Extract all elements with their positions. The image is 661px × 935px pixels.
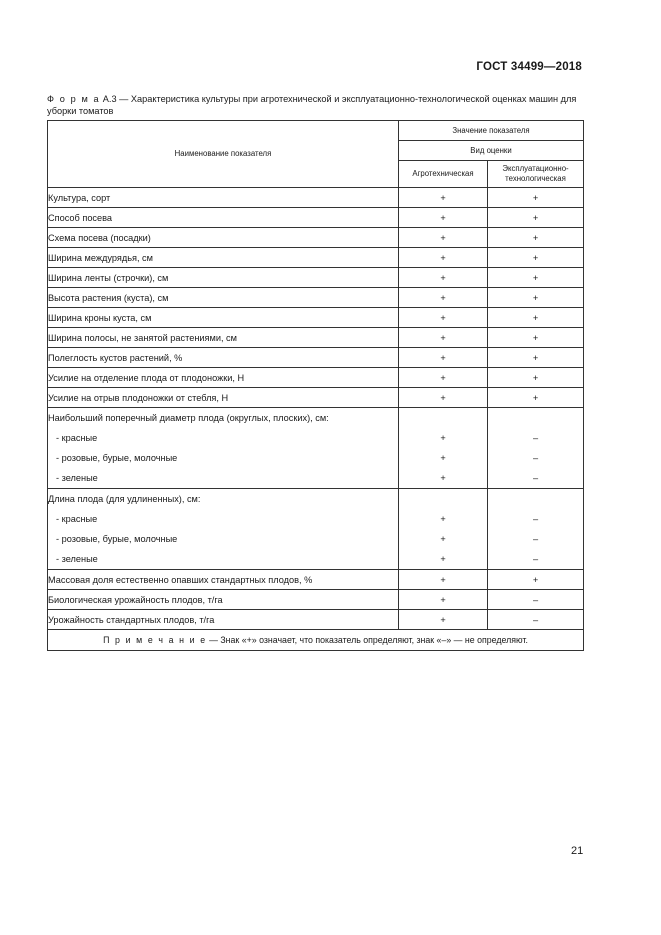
characteristics-table: [47, 120, 584, 651]
page-number: 21: [571, 845, 584, 857]
header-indicator-value: Значение показателя: [399, 121, 584, 141]
group-diameter-title: Наибольший поперечный диаметр плода (округлых, плоских), см:: [48, 413, 329, 423]
group-item-name: - розовые, бурые, молочные: [56, 534, 178, 544]
row-agro-mark: +: [399, 288, 488, 308]
group-item-agro: +: [440, 534, 446, 544]
group-diameter-agro: [399, 408, 488, 489]
table-row: [48, 590, 584, 610]
row-name: Культура, сорт: [48, 188, 399, 208]
row-name: Усилие на отрыв плодоножки от стебля, Н: [48, 388, 399, 408]
group-item-name: - розовые, бурые, молочные: [56, 453, 178, 463]
group-item-expl: –: [532, 473, 539, 483]
table-row: [48, 188, 584, 208]
row-agro-mark: +: [399, 570, 488, 590]
table-row-group-length: [48, 489, 584, 570]
group-item-name: - зеленые: [56, 554, 98, 564]
group-item-name: - зеленые: [56, 473, 98, 483]
row-expl-mark: +: [488, 308, 584, 328]
row-name: Ширина кроны куста, см: [48, 308, 399, 328]
row-agro-mark: +: [399, 348, 488, 368]
row-expl-mark: +: [488, 228, 584, 248]
row-agro-mark: +: [399, 308, 488, 328]
group-item-name: - красные: [56, 433, 98, 443]
table-row: [48, 288, 584, 308]
row-expl-mark: +: [488, 208, 584, 228]
row-name: Усилие на отделение плода от плодоножки, Н: [48, 368, 399, 388]
table-row: [48, 388, 584, 408]
header-operational-line1: Эксплуатационно-: [502, 164, 569, 173]
row-name: Схема посева (посадки): [48, 228, 399, 248]
group-spacer: [399, 489, 487, 509]
header-operational-line2: технологическая: [505, 174, 566, 183]
table-row: [48, 248, 584, 268]
row-expl-mark: +: [488, 388, 584, 408]
group-length-expl: [488, 489, 584, 570]
note-lead: П р и м е ч а н и е: [103, 635, 207, 645]
row-name: Ширина полосы, не занятой растениями, см: [48, 328, 399, 348]
row-agro-mark: +: [399, 248, 488, 268]
group-diameter-names: [48, 408, 399, 489]
group-item-expl: –: [532, 534, 539, 544]
header-assessment-kind: Вид оценки: [399, 141, 584, 161]
group-spacer: [488, 489, 583, 509]
row-agro-mark: +: [399, 368, 488, 388]
caption-lead: Ф о р м а: [47, 94, 101, 104]
table-row: [48, 208, 584, 228]
row-expl-mark: +: [488, 188, 584, 208]
row-agro-mark: +: [399, 208, 488, 228]
table-row: [48, 308, 584, 328]
row-expl-mark: +: [488, 268, 584, 288]
table-note: [48, 630, 584, 651]
row-agro-mark: +: [399, 268, 488, 288]
table-body: [48, 188, 584, 651]
row-name: Биологическая урожайность плодов, т/га: [48, 590, 399, 610]
row-expl-mark: +: [488, 328, 584, 348]
row-expl-mark: +: [488, 368, 584, 388]
row-expl-mark: –: [488, 610, 584, 630]
table-row: [48, 268, 584, 288]
row-expl-mark: +: [488, 288, 584, 308]
group-item-name: - красные: [56, 514, 98, 524]
group-item-agro: +: [440, 433, 446, 443]
group-item-agro: +: [440, 514, 446, 524]
row-name: Ширина ленты (строчки), см: [48, 268, 399, 288]
group-item-expl: –: [532, 554, 539, 564]
group-diameter-expl: [488, 408, 584, 489]
header-indicator-name: Наименование показателя: [48, 121, 399, 188]
header-agrotechnical: Агротехническая: [399, 161, 488, 188]
row-agro-mark: +: [399, 590, 488, 610]
row-agro-mark: +: [399, 228, 488, 248]
row-name: Высота растения (куста), см: [48, 288, 399, 308]
row-name: Ширина междурядья, см: [48, 248, 399, 268]
group-item-expl: –: [532, 453, 539, 463]
row-expl-mark: +: [488, 248, 584, 268]
table-row: [48, 228, 584, 248]
note-text: — Знак «+» означает, что показатель определяют, знак «–» — не определяют.: [206, 635, 528, 645]
row-agro-mark: +: [399, 388, 488, 408]
row-expl-mark: +: [488, 348, 584, 368]
group-item-agro: +: [440, 453, 446, 463]
table-caption: [47, 93, 587, 117]
table-row: [48, 348, 584, 368]
table-row: [48, 328, 584, 348]
caption-text: А.3 — Характеристика культуры при агротехнической и эксплуатационно-технологической оценках машин для уборки томатов: [47, 94, 577, 116]
group-length-title: Длина плода (для удлиненных), см:: [48, 494, 201, 504]
header-operational: [488, 161, 584, 188]
row-name: Массовая доля естественно опавших стандартных плодов, %: [48, 570, 399, 590]
group-item-expl: –: [532, 514, 539, 524]
group-item-agro: +: [440, 554, 446, 564]
group-item-expl: –: [532, 433, 539, 443]
row-expl-mark: –: [488, 590, 584, 610]
table-row: [48, 570, 584, 590]
table-row-group-diameter: [48, 408, 584, 489]
group-spacer: [488, 408, 583, 428]
row-name: Полеглость кустов растений, %: [48, 348, 399, 368]
group-length-agro: [399, 489, 488, 570]
group-item-agro: +: [440, 473, 446, 483]
table-row: [48, 610, 584, 630]
row-expl-mark: +: [488, 570, 584, 590]
document-code: ГОСТ 34499—2018: [476, 61, 582, 73]
table-note-row: [48, 630, 584, 651]
row-agro-mark: +: [399, 188, 488, 208]
row-name: Урожайность стандартных плодов, т/га: [48, 610, 399, 630]
row-agro-mark: +: [399, 610, 488, 630]
row-agro-mark: +: [399, 328, 488, 348]
group-length-names: [48, 489, 399, 570]
group-spacer: [399, 408, 487, 428]
table-row: [48, 368, 584, 388]
row-name: Способ посева: [48, 208, 399, 228]
